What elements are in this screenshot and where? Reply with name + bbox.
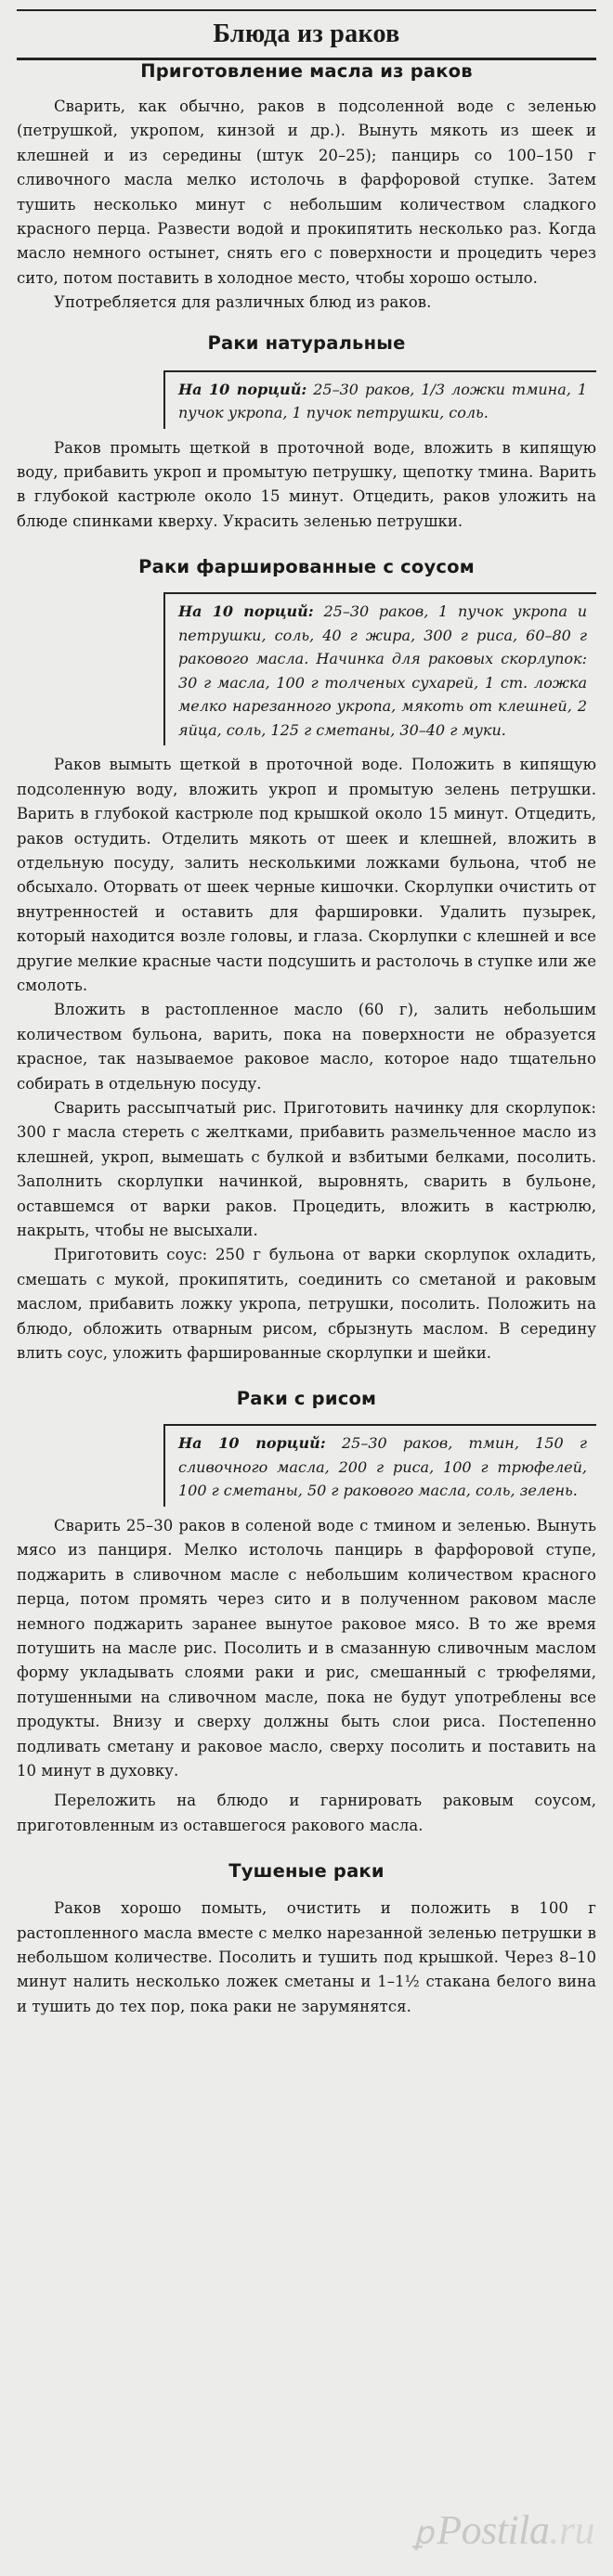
page-title: Блюда из раков bbox=[17, 9, 596, 60]
portions-label: На 10 порций: bbox=[178, 602, 314, 621]
paragraph: Переложить на блюдо и гарнировать раковым соусом, приготовленным из оставшегося ракового масла. bbox=[17, 1792, 596, 1834]
portions-label: На 10 порций: bbox=[178, 1434, 326, 1453]
paragraph: Сварить рассыпчатый рис. Приготовить начинку для скорлупок: 300 г масла стереть с желтками, прибавить размельченное масло из клешней, укроп, вымешать с булкой и взбитыми белками, посолить. Заполнить скорлупки начинкой, выровнять, сварить в бульоне, оставшемся от варки раков. Процедить, вложить в кастрюлю, накрыть, чтобы не высыхали. bbox=[17, 1098, 596, 1239]
section-title-rice: Раки с рисом bbox=[236, 1388, 377, 1410]
watermark bbox=[413, 2506, 594, 2554]
pin-icon: ꝑ bbox=[413, 2517, 434, 2551]
portions-text: 25–30 раков, 1 пучок укропа и петрушки, соль, 40 г жира, 300 г риса, 60–80 г ракового масла. Начинка для раковых скорлупок: 30 г масла, 100 г толченых сухарей, 1 ст. ложка мелко нарезанного укропа, мякоть от клешней, 2 яйца, соль, 125 г сметаны, 30–40 г муки. bbox=[178, 602, 588, 739]
paragraph: Вложить в растопленное масло (60 г), залить небольшим количеством бульона, варить, пока на поверхности не образуется красное, так называемое раковое масло, которое надо тщательно собирать в отдельную посуду. bbox=[17, 1001, 596, 1093]
portions-label: На 10 порций: bbox=[178, 380, 307, 398]
paragraph: Сварить 25–30 раков в соленой воде с тмином и зеленью. Вынуть мясо из панциря. Мелко истолочь панцирь в фарфоровой ступе, поджарить в сливочном масле с небольшим количеством красного перца, потом промять через сито и в полученном раковом масле немного поджарить заранее вынутое раковое мясо. В то же время потушить на масле рис. Посолить и в смазанную сливочным маслом форму укладывать слоями раки и рис, смешанный с трюфелями, потушенными на сливочном масле, пока не будут употреблены все продукты. Внизу и сверху должны быть слои риса. Постепенно подливать сметану и раковое масло, сверху посолить и поставить на 10 минут в духовку. bbox=[17, 1516, 596, 1780]
portions-text: 25–30 раков, 1/3 ложки тмина, 1 пучок укропа, 1 пучок петрушки, соль. bbox=[178, 380, 588, 422]
paragraph: Раков хорошо помыть, очистить и положить в 100 г растопленного масла вместе с мелко нарезанной зеленью петрушки в небольшом количестве. Посолить и тушить под крышкой. Через 8–10 минут налить несколько ложек сметаны и 1–1½ стакана белого вина и тушить до тех пор, пока раки не зарумянятся. bbox=[17, 1899, 596, 2015]
paragraph: Сварить, как обычно, раков в подсоленной воде с зеленью (петрушкой, укропом, кинзой и др.). Вынуть мякоть из шеек и клешней и из середины (штук 20–25); панцирь со 100–150 г сливочного масла мелко истолочь в фарфоровой ступке. Затем тушить несколько минут с небольшим количеством сладкого красного перца. Развести водой и прокипятить несколько раз. Когда масло немного остынет, снять его с поверхности и процедить через сито, потом поставить в холодное место, чтобы хорошо остыло. bbox=[17, 97, 596, 287]
watermark-suffix: .ru bbox=[549, 2507, 594, 2553]
portions-box bbox=[163, 1424, 596, 1507]
section-title-natural: Раки натуральные bbox=[207, 331, 406, 354]
paragraph: Приготовить соус: 250 г бульона от варки скорлупок охладить, смешать с мукой, прокипятить, соединить со сметаной и раковым маслом, прибавить ложку укропа, петрушки, посолить. Положить на блюдо, обложить отварным рисом, сбрызнуть маслом. В середину влить соус, уложить фаршированные скорлупки и шейки. bbox=[17, 1246, 596, 1363]
portions-box bbox=[163, 370, 596, 429]
paragraph: Раков промыть щеткой в проточной воде, вложить в кипящую воду, прибавить укроп и промытую петрушку, щепотку тмина. Варить в глубокой кастрюле около 15 минут. Отцедить, раков уложить на блюде спинками кверху. Украсить зеленью петрушки. bbox=[17, 438, 596, 530]
portions-text: 25–30 раков, тмин, 150 г сливочного масла, 200 г риса, 100 г трюфелей, 100 г сметаны, 50 г ракового масла, соль, зелень. bbox=[178, 1434, 588, 1500]
watermark-text: Postila bbox=[437, 2507, 550, 2553]
section-title-stuffed: Раки фаршированные с соусом bbox=[138, 556, 475, 578]
portions-box bbox=[163, 592, 596, 745]
paragraph: Раков вымыть щеткой в проточной воде. Положить в кипящую подсоленную воду, вложить укроп и промытую зелень петрушки. Варить в глубокой кастрюле под крышкой около 15 минут. Отцедить, раков остудить. Отделить мякоть от шеек и клешней, вложить в отдельную посуду, залить несколькими ложками бульона, чтоб не обсыхало. Оторвать от шеек черные кишочки. Скорлупки очистить от внутренностей и оставить для фаршировки. Удалить пузырек, который находится возле головы, и глаза. Скорлупки с клешней и все другие мелкие красные части подсушить и растолочь в ступке или же смолоть. bbox=[17, 756, 597, 994]
section-title-butter: Приготовление масла из раков bbox=[140, 60, 473, 82]
paragraph: Употребляется для различных блюд из раков. bbox=[54, 293, 432, 312]
section-title-stewed: Тушеные раки bbox=[228, 1860, 385, 1883]
